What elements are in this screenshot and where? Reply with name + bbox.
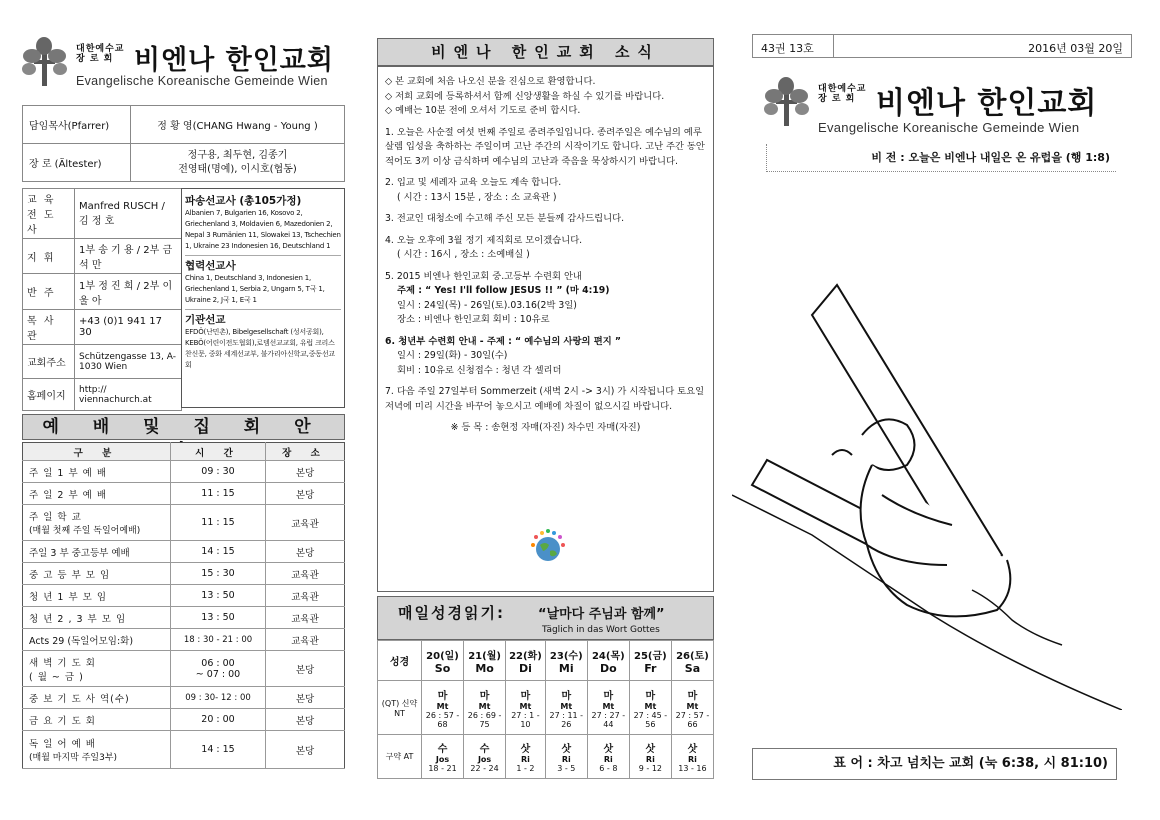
- bible-ot-cell: [506, 735, 546, 779]
- day-name: Mi: [558, 661, 574, 675]
- book-ref: 27 : 57 - 66: [675, 710, 710, 729]
- table-row: [23, 483, 345, 505]
- staff-value: Manfred RUSCH / 김 정 호: [75, 189, 182, 239]
- staff-label: 교회주소: [23, 345, 75, 379]
- issue-date: 2016년 03월 20일: [1028, 42, 1123, 55]
- table-row: [23, 541, 345, 563]
- table-row: [23, 563, 345, 585]
- bible-day: [587, 641, 629, 681]
- service-name-sub: (매월 첫째 주일 독일어예배): [29, 526, 141, 536]
- book-de: Mt: [644, 701, 657, 711]
- issue-volume: 43권 13호: [761, 42, 814, 55]
- service-time: 14 : 15: [171, 731, 266, 769]
- book-de: Mt: [686, 701, 699, 711]
- book-ref: 1 - 2: [516, 764, 535, 773]
- jesus-carrying-cross-illustration: [732, 255, 1122, 710]
- book-de: Mt: [602, 701, 615, 711]
- service-time: 13 : 50: [171, 607, 266, 629]
- bible-nt-cell: [545, 681, 587, 735]
- book-kr: 마: [561, 690, 572, 702]
- logo-subtitle: Evangelische Koreanische Gemeinde Wien: [818, 120, 1080, 135]
- service-time: 18 : 30 - 21 : 00: [171, 629, 266, 651]
- elders-value: [131, 144, 345, 182]
- day-name: Fr: [644, 661, 657, 675]
- elders-line2: 전영태(명예), 이시호(협동): [178, 163, 297, 175]
- book-de: Mt: [519, 701, 532, 711]
- book-kr: 삿: [561, 744, 572, 755]
- book-kr: 마: [520, 690, 531, 702]
- logo-church-name: 비엔나 한인교회: [134, 45, 334, 76]
- book-de: Jos: [477, 755, 492, 764]
- service-time: 09 : 30- 12 : 00: [171, 687, 266, 709]
- bible-ot-row: [378, 735, 714, 779]
- service-place: 교육관: [266, 505, 345, 541]
- table-row: [23, 687, 345, 709]
- table-row: [23, 505, 345, 541]
- book-ref: 27 : 1 - 10: [511, 710, 540, 729]
- logo-denomination: 대한예수교 장 로 회: [818, 84, 867, 104]
- staff-label: 교 육 전 도 사: [23, 189, 75, 239]
- book-kr: 마: [437, 690, 448, 702]
- news-intro: ◇ 본 교회에 처음 나오신 분을 진심으로 환영합니다.: [385, 76, 596, 87]
- service-time: 09 : 30: [171, 461, 266, 483]
- news-item-detail: 장소 : 비엔나 한인교회 회비 : 10유로: [397, 314, 550, 325]
- service-place: 본당: [266, 709, 345, 731]
- service-time: 14 : 15: [171, 541, 266, 563]
- book-de: Mt: [478, 701, 491, 711]
- book-ref: 3 - 5: [557, 764, 576, 773]
- church-logo: [22, 36, 352, 96]
- missions-org-body: EFDÖ(난민촌), Bibelgesellschaft (성서공회), KEBÖ(어린이전도협회),로뎀선교교회, 유럽 크리스찬신문, 중화 세계선교부, 불가리아신학교,중동선교회: [185, 328, 335, 369]
- news-item-detail: 일시 : 29일(화) - 30일(수): [397, 350, 508, 361]
- service-name: Acts 29 (독일어모임:화): [23, 629, 171, 651]
- news-item-detail: 회비 : 10유로 신청접수 : 청년 각 셀리더: [397, 364, 562, 376]
- day-name: Di: [518, 661, 532, 675]
- bible-quote: “날마다 주님과 함께”: [538, 607, 665, 622]
- service-name: 주 일 1 부 예 배: [23, 461, 171, 483]
- vision-statement: 비 전 : 오늘은 비엔나 내일은 온 유럽을 (행 1:8): [766, 144, 1116, 172]
- bible-nt-cell: [629, 681, 671, 735]
- book-de: Ri: [561, 755, 571, 764]
- service-name: 금 요 기 도 회: [23, 709, 171, 731]
- staff-table: [22, 188, 182, 411]
- day-date: 21(월): [468, 650, 501, 662]
- service-name-sub: (매월 마지막 주일3부): [29, 753, 118, 763]
- service-place: 본당: [266, 461, 345, 483]
- bible-ot-cell: [464, 735, 506, 779]
- schedule-header: 장 소: [266, 443, 345, 461]
- book-kr: 마: [687, 690, 698, 702]
- service-name: 청 년 2 , 3 부 모 임: [23, 607, 171, 629]
- pastor-value: 정 황 영(CHANG Hwang - Young ): [131, 106, 345, 144]
- staff-label: 홈페이지: [23, 379, 75, 411]
- day-date: 22(화): [509, 650, 542, 662]
- book-kr: 삿: [603, 744, 614, 755]
- staff-label: 지 휘: [23, 239, 75, 274]
- bible-nt-cell: [422, 681, 464, 735]
- staff-value: +43 (0)1 941 17 30: [75, 310, 182, 345]
- globe-icon: [528, 527, 568, 567]
- news-item-detail: 주제 : “ Yes! I'll follow JESUS !! ” (마 4:19): [397, 285, 610, 296]
- bible-title: 매일성경읽기:: [398, 604, 505, 622]
- issue-bar: [752, 34, 1132, 58]
- missions-sent-title: 파송선교사 (총105가정): [185, 195, 302, 207]
- bible-day: [545, 641, 587, 681]
- news-item: 3. 전교인 대청소에 수고해 주신 모든 분들께 감사드립니다.: [385, 213, 625, 224]
- service-name: 청 년 1 부 모 임: [23, 585, 171, 607]
- staff-label: 반 주: [23, 274, 75, 310]
- missions-org-title: 기관선교: [185, 314, 226, 326]
- missions-sent-body: Albanien 7, Bulgarien 16, Kosovo 2, Griechenland 3, Moldavien 6, Mazedonien 2, Nepal 3 Rumänien 11, Slowakei 13, Tschechien 1, Ukraine 23 Indonesien 16, Deutschland 1: [185, 209, 341, 250]
- day-date: 24(목): [591, 650, 625, 662]
- service-place: 본당: [266, 541, 345, 563]
- service-name: 주 일 2 부 예 배: [23, 483, 171, 505]
- book-kr: 삿: [687, 744, 698, 755]
- bible-nt-row: [378, 681, 714, 735]
- news-item: 5. 2015 비엔나 한인교회 중.고등부 수련회 안내: [385, 270, 582, 282]
- news-intro: ◇ 저희 교회에 등록하셔서 함께 신앙생활을 하실 수 있기를 바랍니다.: [385, 90, 665, 102]
- bible-ot-cell: [587, 735, 629, 779]
- missions-coop-title: 협력선교사: [185, 260, 236, 272]
- staff-label: 목 사 관: [23, 310, 75, 345]
- service-place: 본당: [266, 483, 345, 505]
- news-flowers: ※ 등 목 : 송현정 자매(자진) 차수민 자매(자진): [450, 422, 641, 433]
- news-box: [377, 66, 714, 592]
- bible-row-label: 성경: [378, 641, 422, 681]
- news-item: 2. 입교 및 세례자 교육 오늘도 계속 합니다.: [385, 177, 562, 188]
- service-time: [171, 651, 266, 687]
- book-ref: 27 : 11 - 26: [549, 710, 584, 729]
- book-ref: 26 : 69 - 75: [467, 710, 502, 729]
- table-row: [23, 607, 345, 629]
- day-name: Mo: [475, 661, 494, 675]
- bible-subtitle: Täglich in das Wort Gottes: [542, 625, 660, 635]
- service-time: 11 : 15: [171, 505, 266, 541]
- table-row: [23, 585, 345, 607]
- news-title: 비엔나 한인교회 소식: [377, 38, 714, 66]
- service-name: [23, 731, 171, 769]
- book-kr: 마: [603, 690, 614, 702]
- book-de: Ri: [603, 755, 613, 764]
- bible-reading-table: [377, 640, 714, 779]
- service-name: 주일 3 부 중고등부 예배: [23, 541, 171, 563]
- service-time: 20 : 00: [171, 709, 266, 731]
- day-date: 20(일): [426, 650, 459, 662]
- bible-day: [464, 641, 506, 681]
- news-intro: ◇ 예배는 10분 전에 오셔서 기도로 준비 합시다.: [385, 105, 581, 116]
- book-kr: 삿: [520, 744, 531, 755]
- book-de: Mt: [560, 701, 573, 711]
- book-kr: 마: [479, 690, 490, 702]
- logo-subtitle: Evangelische Koreanische Gemeinde Wien: [76, 74, 328, 88]
- bible-ot-cell: [671, 735, 713, 779]
- book-ref: 26 : 57 - 68: [425, 710, 460, 729]
- day-name: Do: [599, 661, 617, 675]
- day-name: Sa: [684, 661, 701, 675]
- service-time-start: 06 : 00: [201, 657, 235, 669]
- book-de: Ri: [645, 755, 655, 764]
- service-place: 본당: [266, 687, 345, 709]
- missions-box: [181, 188, 345, 408]
- book-de: Ri: [520, 755, 530, 764]
- bible-day: [422, 641, 464, 681]
- schedule-title: 예 배 및 집 회 안: [22, 414, 345, 440]
- news-item-detail: ( 시간 : 13시 15분 , 장소 : 소 교육관 ): [397, 191, 557, 203]
- bible-nt-cell: [506, 681, 546, 735]
- bible-ot-cell: [545, 735, 587, 779]
- book-de: Jos: [435, 755, 450, 764]
- logo-church-name: 비엔나 한인교회: [876, 86, 1098, 121]
- book-ref: 13 - 16: [678, 764, 707, 773]
- service-place: 본당: [266, 731, 345, 769]
- service-place: 교육관: [266, 629, 345, 651]
- logo-denomination: 대한예수교 장 로 회: [76, 44, 125, 64]
- service-name-main: 주 일 학 교: [29, 512, 82, 523]
- news-item: 6. 청년부 수련회 안내 - 주제 : “ 예수님의 사랑의 편지 ”: [385, 335, 622, 347]
- book-kr: 마: [645, 690, 656, 702]
- bible-ot-cell: [422, 735, 464, 779]
- service-name-main: 새 벽 기 도 회: [29, 657, 96, 669]
- elder-label: 장 로 (Ältester): [23, 144, 131, 182]
- service-time: 11 : 15: [171, 483, 266, 505]
- day-date: 26(토): [676, 650, 709, 662]
- service-name: [23, 651, 171, 687]
- schedule-header: 시 간: [171, 443, 266, 461]
- elders-line1: 정구용, 최두현, 김종기: [187, 149, 288, 161]
- service-time: 13 : 50: [171, 585, 266, 607]
- book-kr: 삿: [645, 744, 656, 755]
- book-ref: 6 - 8: [599, 764, 618, 773]
- church-logo-cover: [764, 76, 1124, 140]
- bible-day: [506, 641, 546, 681]
- book-ref: 22 - 24: [470, 764, 499, 773]
- news-item: 7. 다음 주일 27일부터 Sommerzeit (새벽 2시 -> 3시) 가 시작됩니다 토요일 저녁에 미리 시간을 바꾸어 놓으시고 예배에 차질이 없으시길 바랍니다.: [385, 386, 705, 412]
- service-name-main: 독 일 어 예 배: [29, 739, 96, 750]
- service-time: 15 : 30: [171, 563, 266, 585]
- bible-row-label: 구약 AT: [378, 735, 422, 779]
- bible-ot-cell: [629, 735, 671, 779]
- day-name: So: [434, 661, 451, 675]
- motto-box: 표 어 : 차고 넘치는 교회 (눅 6:38, 시 81:10): [752, 748, 1117, 780]
- bible-day: [671, 641, 713, 681]
- bible-row-label: (QT) 신약 NT: [378, 681, 422, 735]
- staff-value: 1부 정 진 희 / 2부 이 울 아: [75, 274, 182, 310]
- service-time-end: ~ 07 : 00: [195, 668, 241, 680]
- bible-nt-cell: [671, 681, 713, 735]
- missions-coop-body: China 1, Deutschland 3, Indonesien 1, Griechenland 1, Serbia 2, Ungarn 5, T국 1, Ukraine 2, J국 1, E국 1: [185, 274, 325, 304]
- table-row: [23, 731, 345, 769]
- book-ref: 27 : 45 - 56: [633, 710, 668, 729]
- bible-nt-cell: [464, 681, 506, 735]
- tree-cross-icon: [22, 36, 68, 88]
- service-place: 교육관: [266, 607, 345, 629]
- news-item: 1. 오늘은 사순절 여섯 번째 주일로 종려주일입니다. 종려주일은 예수님의 예루살렘 입성을 축하하는 주일이며 고난 주간의 시작이기도 합니다. 고난 주간 동안 적어도 3끼 이상 금식하며 예수님의 고난과 죽음을 묵상하시기 바랍니다.: [385, 126, 705, 167]
- schedule-header: 구 분: [23, 443, 171, 461]
- book-ref: 27 : 27 - 44: [591, 710, 626, 729]
- news-item: 4. 오늘 오후에 3월 정기 제직회로 모이겠습니다.: [385, 234, 583, 246]
- table-row: [23, 629, 345, 651]
- pastor-label: 담임목사(Pfarrer): [23, 106, 131, 144]
- service-place: 교육관: [266, 585, 345, 607]
- staff-value: Schützengasse 13, A-1030 Wien: [75, 345, 182, 379]
- service-name: 중 고 등 부 모 임: [23, 563, 171, 585]
- bible-nt-cell: [587, 681, 629, 735]
- day-date: 23(수): [549, 650, 583, 662]
- staff-value: 1부 송 기 용 / 2부 금 석 만: [75, 239, 182, 274]
- table-row: [23, 651, 345, 687]
- schedule-header-row: [23, 443, 345, 461]
- tree-cross-icon: [764, 76, 810, 128]
- service-place: 교육관: [266, 563, 345, 585]
- book-ref: 9 - 12: [638, 764, 662, 773]
- news-item-detail: 일시 : 24일(목) - 26일(토).03.16(2박 3일): [397, 299, 577, 311]
- pastor-table: [22, 105, 345, 182]
- news-item-detail: ( 시간 : 16시 , 장소 : 소예배실 ): [397, 249, 530, 260]
- book-de: Mt: [436, 701, 449, 711]
- bible-day: [629, 641, 671, 681]
- service-name: 중 보 기 도 사 역(수): [23, 687, 171, 709]
- book-kr: 수: [437, 744, 448, 755]
- service-name: [23, 505, 171, 541]
- table-row: [23, 709, 345, 731]
- homepage-link[interactable]: http:// viennachurch.at: [75, 379, 182, 411]
- book-ref: 18 - 21: [428, 764, 457, 773]
- service-name-sub: ( 월 ~ 금 ): [29, 671, 84, 683]
- service-place: 본당: [266, 651, 345, 687]
- book-kr: 수: [479, 744, 490, 755]
- bible-day-row: [378, 641, 714, 681]
- day-date: 25(금): [634, 650, 667, 662]
- table-row: [23, 461, 345, 483]
- schedule-table: [22, 442, 345, 769]
- book-de: Ri: [688, 755, 697, 764]
- bible-reading-header: [377, 596, 714, 640]
